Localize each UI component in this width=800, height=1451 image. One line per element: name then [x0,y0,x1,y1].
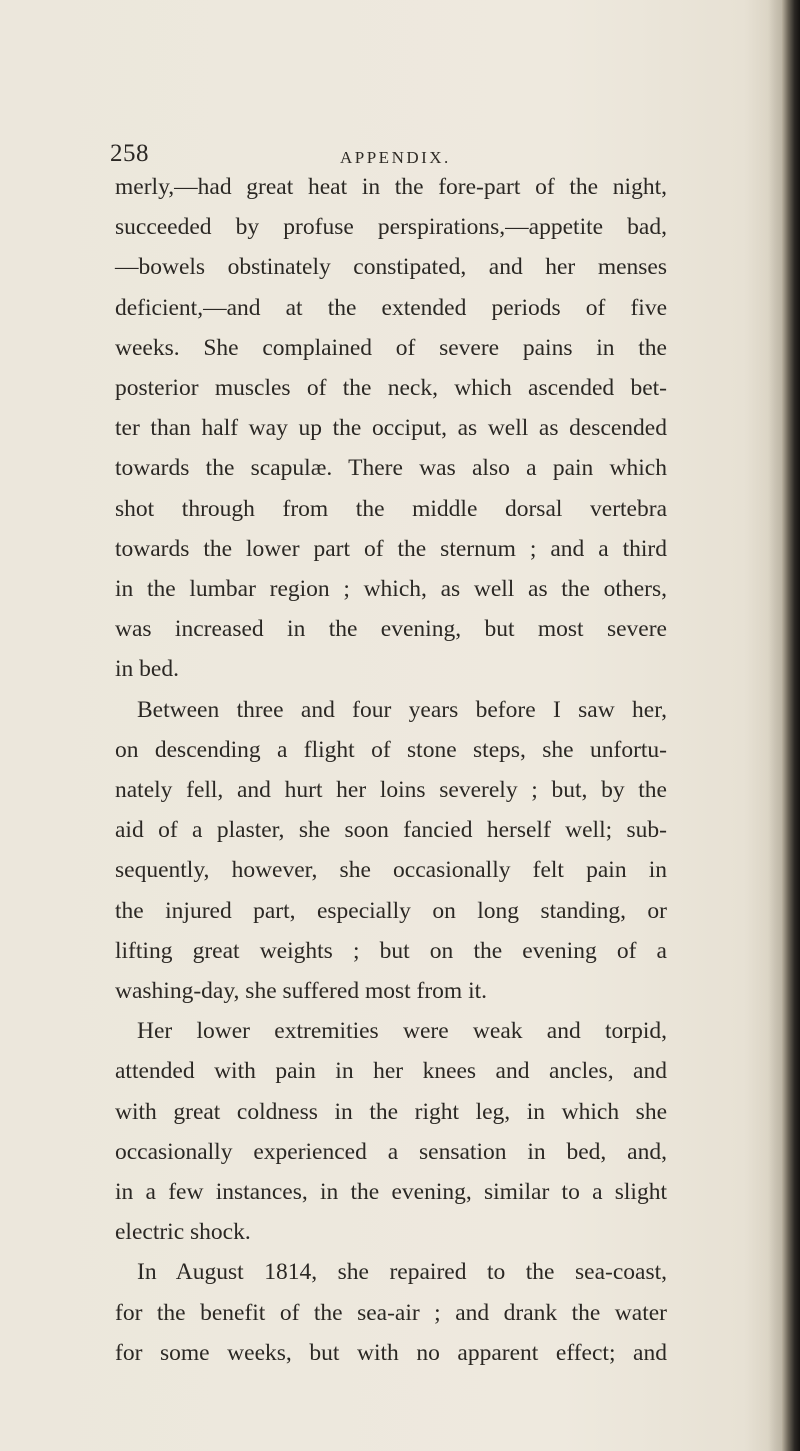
page-number: 258 [110,140,149,167]
text-line: succeeded by profuse perspirations,—appetite bad, [115,214,667,241]
text-line: weeks. She complained of severe pains in the [115,334,667,361]
body-text [115,167,667,1373]
text-line: attended with pain in her knees and ancles, and [115,1058,667,1085]
text-line: —bowels obstinately constipated, and her menses [115,254,667,281]
text-line: towards the scapulæ. There was also a pain which [115,455,667,482]
text-line: with great coldness in the right leg, in which she [115,1098,667,1125]
text-line: the injured part, especially on long standing, or [115,897,667,924]
text-line: in a few instances, in the evening, similar to a slight [115,1179,667,1206]
text-line: on descending a flight of stone steps, she unfortu- [115,736,667,763]
text-line: for the benefit of the sea-air ; and drank the water [115,1299,667,1326]
text-line: occasionally experienced a sensation in bed, and, [115,1138,667,1165]
binding-shadow [768,0,782,1451]
text-line: lifting great weights ; but on the evening of a [115,937,667,964]
text-line: nately fell, and hurt her loins severely ; but, by the [115,777,667,804]
text-line: towards the lower part of the sternum ; and a third [115,535,667,562]
running-head: APPENDIX. [340,148,451,167]
text-line: aid of a plaster, she soon fancied herself well; sub- [115,817,667,844]
paragraph-first-line: Her lower extremities were weak and torpid, [137,1018,667,1045]
text-line: washing-day, she suffered most from it. [115,978,488,1005]
text-line: ter than half way up the occiput, as well as descended [115,415,667,442]
book-binding-edge [782,0,800,1451]
paragraph-first-line: Between three and four years before I saw her, [137,696,667,723]
text-line: merly,—had great heat in the fore-part of the night, [115,174,667,200]
paragraph-first-line: In August 1814, she repaired to the sea-coast, [137,1259,667,1286]
text-line: was increased in the evening, but most severe [115,616,667,643]
text-line: deficient,—and at the extended periods of five [115,294,667,321]
text-line: shot through from the middle dorsal vertebra [115,495,667,522]
text-line: posterior muscles of the neck, which ascended bet- [115,375,667,402]
text-line: electric shock. [115,1219,251,1246]
text-line: in bed. [115,656,179,683]
text-line: for some weeks, but with no apparent effect; and [115,1339,667,1366]
text-line: in the lumbar region ; which, as well as the others, [115,576,667,603]
text-line: sequently, however, she occasionally felt pain in [115,857,667,884]
